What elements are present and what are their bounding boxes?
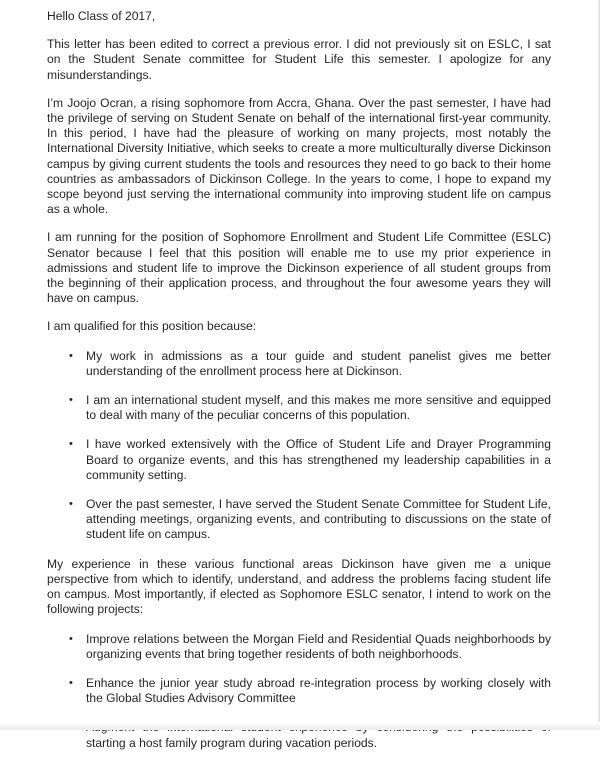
qualification-text: I have worked extensively with the Office of Student Life and Drayer Programming Board to organize events, and this has strengthened my leadership capabilities in a community setting. (86, 437, 551, 482)
qualification-text: I am an international student myself, and this makes me more sensitive and equipped to deal with many of the peculiar concerns of this population. (86, 393, 551, 423)
bullet-icon: • (69, 349, 73, 362)
bullet-icon: • (69, 498, 73, 511)
bullet-icon: • (69, 676, 73, 689)
bullet-icon: • (69, 394, 73, 407)
correction-paragraph: This letter has been edited to correct a previous error. I did not previously sit on ESLC, I sat on the Student Senate committee for Student Life this semester. I apologize for any misunderstandings. (47, 37, 551, 82)
qualification-text: Over the past semester, I have served the Student Senate Committee for Student Life, attending meetings, organizing events, and contributing to discussions on the state of student life on campus. (86, 497, 551, 542)
list-item (47, 632, 551, 662)
projects-list (47, 632, 551, 751)
introduction-paragraph: I’m Joojo Ocran, a rising sophomore from Accra, Ghana. Over the past semester, I have had the privilege of serving on Student Senate on behalf of the international first-year community. In this period, I have had the pleasure of working on many projects, most notably the International Diversity Initiative, which seeks to create a more multiculturally diverse Dickinson campus by giving current students the tools and resources they need to go back to their home countries as ambassadors of Dickinson College. In the years to come, I hope to expand my scope beyond just serving the international community into improving student life on campus as a whole. (47, 95, 551, 217)
list-item (47, 437, 551, 483)
qualification-text: My work in admissions as a tour guide and student panelist gives me better understanding of the enrollment process here at Dickinson. (86, 348, 551, 378)
projects-intro-paragraph: My experience in these various functional areas Dickinson have given me a unique perspective from which to identify, understand, and address the problems facing student life on campus. Most importantly, if elected as Sophomore ESLC senator, I intend to work on the following projects: (47, 556, 551, 617)
qualifications-list (47, 349, 551, 543)
page-edge-bottom (0, 722, 600, 730)
list-item (47, 349, 551, 379)
letter-body (47, 9, 551, 765)
list-item (47, 676, 551, 706)
bullet-icon: • (69, 438, 73, 451)
list-item (47, 497, 551, 543)
project-text: Improve relations between the Morgan Field and Residential Quads neighborhoods by organizing events that bring together residents of both neighborhoods. (86, 631, 551, 661)
list-item (47, 393, 551, 423)
qualifications-heading: I am qualified for this position because: (47, 319, 257, 334)
candidacy-paragraph: I am running for the position of Sophomore Enrollment and Student Life Committee (ESLC) Senator because I feel that this position will enable me to use my prior experience in admissions and student life to improve the Dickinson experience of all student groups from the beginning of their application process, and throughout the four awesome years they will have on campus. (47, 230, 551, 306)
project-text: starting a host family program during vacation periods. (86, 735, 378, 750)
greeting: Hello Class of 2017, (47, 9, 156, 23)
bullet-icon: • (69, 632, 73, 645)
project-text: Enhance the junior year study abroad re-integration process by working closely with the Global Studies Advisory Committee (86, 675, 551, 706)
